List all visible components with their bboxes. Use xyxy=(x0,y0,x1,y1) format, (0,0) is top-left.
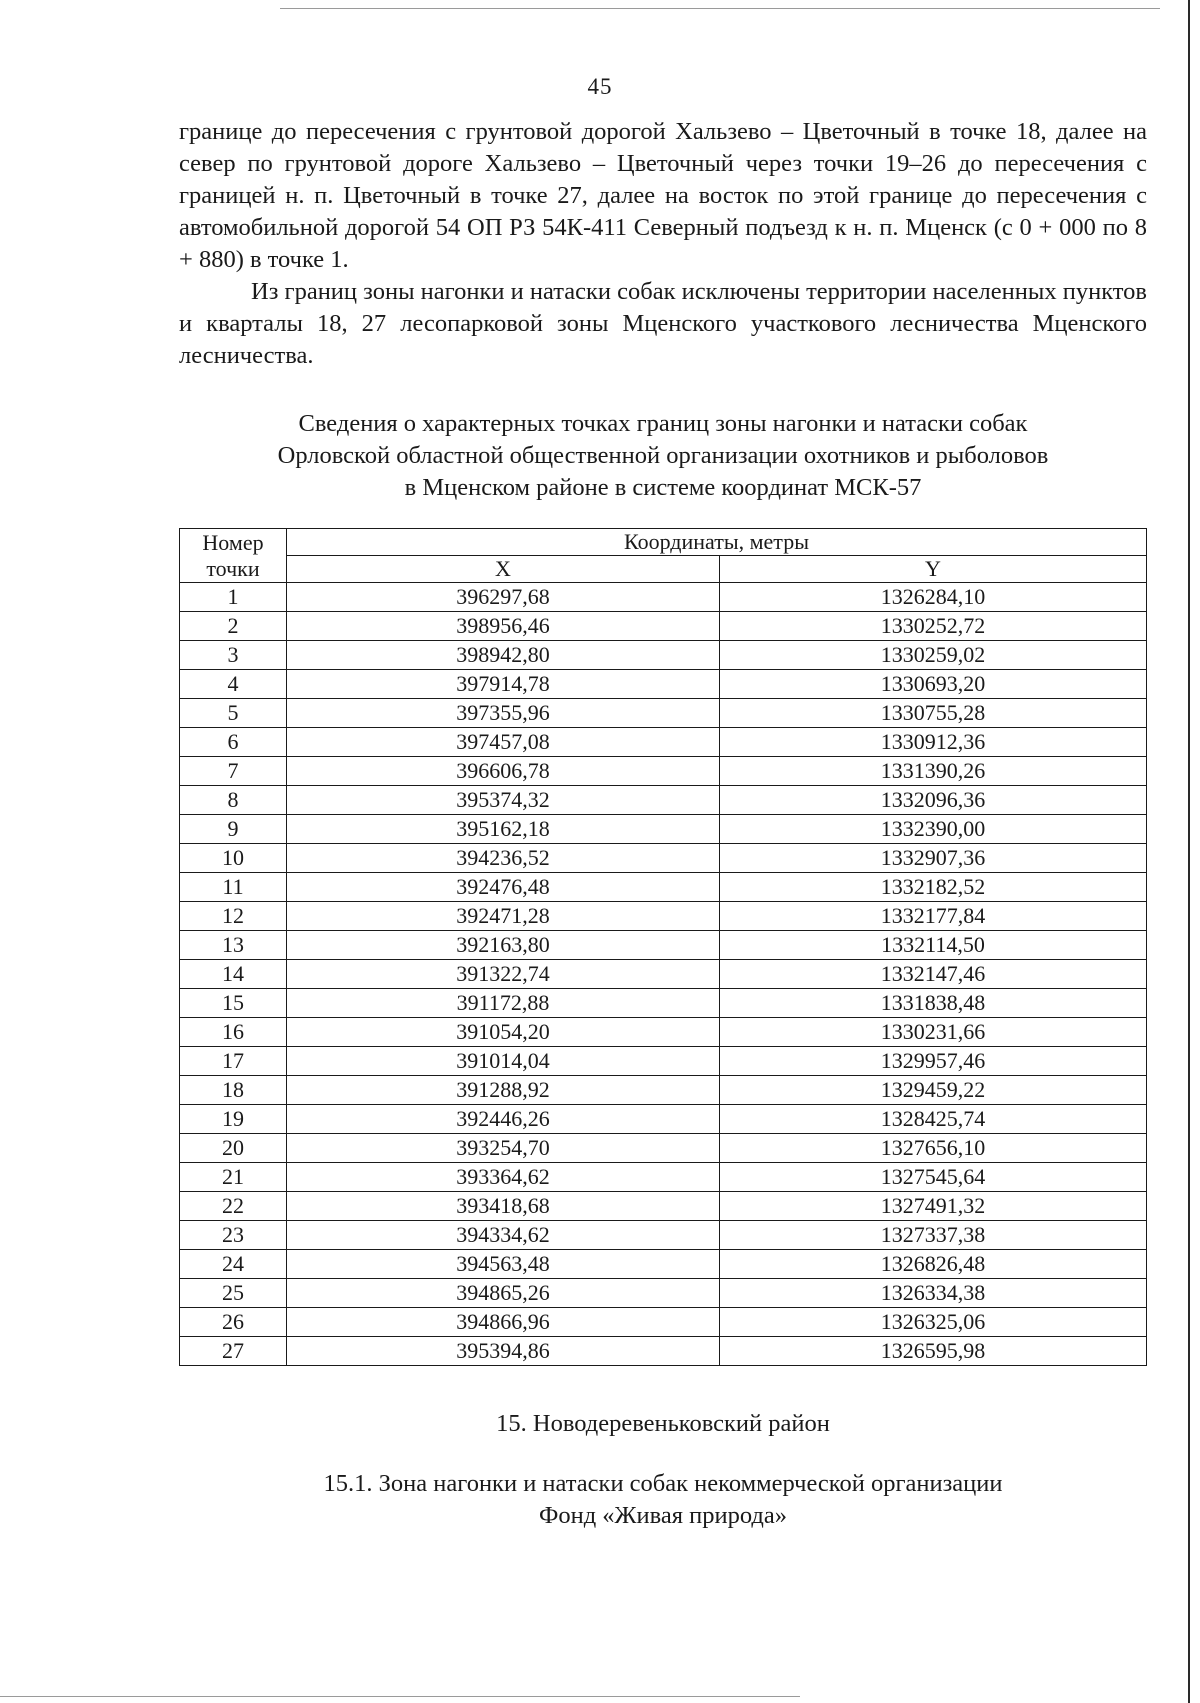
cell-x: 393364,62 xyxy=(287,1163,720,1192)
cell-x: 391054,20 xyxy=(287,1018,720,1047)
cell-y: 1326595,98 xyxy=(720,1337,1147,1366)
cell-x: 392471,28 xyxy=(287,902,720,931)
cell-point-number: 21 xyxy=(180,1163,287,1192)
header-point-number-line: точки xyxy=(206,555,260,581)
cell-point-number: 17 xyxy=(180,1047,287,1076)
cell-y: 1326284,10 xyxy=(720,583,1147,612)
cell-point-number: 19 xyxy=(180,1105,287,1134)
cell-y: 1326325,06 xyxy=(720,1308,1147,1337)
cell-y: 1327656,10 xyxy=(720,1134,1147,1163)
table-row xyxy=(180,1163,1147,1192)
cell-point-number: 7 xyxy=(180,757,287,786)
cell-point-number: 24 xyxy=(180,1250,287,1279)
cell-point-number: 11 xyxy=(180,873,287,902)
cell-x: 392163,80 xyxy=(287,931,720,960)
cell-x: 396297,68 xyxy=(287,583,720,612)
subsection-heading xyxy=(179,1468,1147,1532)
cell-x: 394865,26 xyxy=(287,1279,720,1308)
cell-x: 394334,62 xyxy=(287,1221,720,1250)
page-number: 45 xyxy=(587,74,613,99)
table-row xyxy=(180,786,1147,815)
header-point-number-line: Номер xyxy=(202,529,264,555)
cell-point-number: 13 xyxy=(180,931,287,960)
cell-point-number: 25 xyxy=(180,1279,287,1308)
paragraph-boundary-description: границе до пересечения с грунтовой дорогой Хальзево – Цветочный в точке 18, далее на север по грунтовой дороге Хальзево – Цветочный через точки 19–26 до пересечения с границей н. п. Цветочный в точке 27, далее на восток по этой границе до пересечения с автомобильной дорогой 54 ОП РЗ 54К-411 Северный подъезд к н. п. Мценск (с 0 + 000 по 8 + 880) в точке 1. xyxy=(179,118,1147,273)
cell-point-number: 14 xyxy=(180,960,287,989)
table-caption-line: в Мценском районе в системе координат МСК-57 xyxy=(404,474,922,501)
table-header xyxy=(180,529,1147,583)
cell-x: 392476,48 xyxy=(287,873,720,902)
table-caption xyxy=(179,408,1147,504)
cell-y: 1332182,52 xyxy=(720,873,1147,902)
table-row xyxy=(180,844,1147,873)
cell-y: 1327545,64 xyxy=(720,1163,1147,1192)
cell-y: 1326334,38 xyxy=(720,1279,1147,1308)
cell-x: 393418,68 xyxy=(287,1192,720,1221)
table-row xyxy=(180,583,1147,612)
cell-y: 1327337,38 xyxy=(720,1221,1147,1250)
table-row xyxy=(180,699,1147,728)
cell-y: 1331838,48 xyxy=(720,989,1147,1018)
cell-y: 1329459,22 xyxy=(720,1076,1147,1105)
cell-point-number: 4 xyxy=(180,670,287,699)
cell-point-number: 18 xyxy=(180,1076,287,1105)
cell-x: 395394,86 xyxy=(287,1337,720,1366)
cell-x: 397457,08 xyxy=(287,728,720,757)
table-header-row xyxy=(180,529,1147,556)
table-row xyxy=(180,989,1147,1018)
scan-edge-right xyxy=(1188,0,1190,1703)
cell-y: 1330252,72 xyxy=(720,612,1147,641)
coordinates-table xyxy=(179,528,1147,1366)
table-row xyxy=(180,902,1147,931)
table-row xyxy=(180,1134,1147,1163)
cell-point-number: 1 xyxy=(180,583,287,612)
table-row xyxy=(180,670,1147,699)
table-header-row xyxy=(180,556,1147,583)
table-row xyxy=(180,1018,1147,1047)
cell-y: 1330755,28 xyxy=(720,699,1147,728)
table-row xyxy=(180,757,1147,786)
cell-x: 396606,78 xyxy=(287,757,720,786)
table-row xyxy=(180,960,1147,989)
cell-y: 1332096,36 xyxy=(720,786,1147,815)
table-caption-line: Сведения о характерных точках границ зоны нагонки и натаски собак xyxy=(298,410,1028,437)
cell-y: 1326826,48 xyxy=(720,1250,1147,1279)
cell-point-number: 3 xyxy=(180,641,287,670)
cell-point-number: 8 xyxy=(180,786,287,815)
table-row xyxy=(180,1279,1147,1308)
cell-x: 397355,96 xyxy=(287,699,720,728)
cell-x: 391172,88 xyxy=(287,989,720,1018)
cell-x: 394866,96 xyxy=(287,1308,720,1337)
table-row xyxy=(180,728,1147,757)
cell-y: 1329957,46 xyxy=(720,1047,1147,1076)
cell-x: 395374,32 xyxy=(287,786,720,815)
cell-point-number: 22 xyxy=(180,1192,287,1221)
header-coordinates-group: Координаты, метры xyxy=(287,529,1147,556)
table-row xyxy=(180,1192,1147,1221)
cell-point-number: 9 xyxy=(180,815,287,844)
subsection-heading-line: 15.1. Зона нагонки и натаски собак некоммерческой организации xyxy=(323,1470,1003,1497)
cell-point-number: 27 xyxy=(180,1337,287,1366)
cell-point-number: 10 xyxy=(180,844,287,873)
cell-point-number: 5 xyxy=(180,699,287,728)
table-row xyxy=(180,1076,1147,1105)
cell-y: 1328425,74 xyxy=(720,1105,1147,1134)
cell-y: 1332177,84 xyxy=(720,902,1147,931)
cell-point-number: 23 xyxy=(180,1221,287,1250)
table-row xyxy=(180,1250,1147,1279)
header-x: X xyxy=(287,556,720,583)
cell-x: 397914,78 xyxy=(287,670,720,699)
cell-point-number: 16 xyxy=(180,1018,287,1047)
table-row xyxy=(180,612,1147,641)
section-heading: 15. Новодеревеньковский район xyxy=(496,1410,830,1437)
scan-edge-top xyxy=(280,8,1160,9)
cell-x: 398942,80 xyxy=(287,641,720,670)
cell-x: 391014,04 xyxy=(287,1047,720,1076)
cell-x: 395162,18 xyxy=(287,815,720,844)
cell-x: 391288,92 xyxy=(287,1076,720,1105)
header-y: Y xyxy=(720,556,1147,583)
table-row xyxy=(180,815,1147,844)
cell-y: 1330912,36 xyxy=(720,728,1147,757)
table-body xyxy=(180,583,1147,1366)
table-caption-line: Орловской областной общественной организации охотников и рыболовов xyxy=(277,442,1049,469)
cell-point-number: 15 xyxy=(180,989,287,1018)
subsection-heading-line: Фонд «Живая природа» xyxy=(539,1502,787,1529)
cell-x: 394236,52 xyxy=(287,844,720,873)
cell-y: 1332114,50 xyxy=(720,931,1147,960)
document-body xyxy=(179,116,1147,1532)
cell-x: 391322,74 xyxy=(287,960,720,989)
cell-y: 1332147,46 xyxy=(720,960,1147,989)
table-row xyxy=(180,931,1147,960)
table-row xyxy=(180,641,1147,670)
cell-y: 1330693,20 xyxy=(720,670,1147,699)
table-row xyxy=(180,1105,1147,1134)
cell-point-number: 20 xyxy=(180,1134,287,1163)
scan-edge-bottom xyxy=(0,1696,800,1697)
cell-y: 1332907,36 xyxy=(720,844,1147,873)
cell-x: 394563,48 xyxy=(287,1250,720,1279)
cell-point-number: 6 xyxy=(180,728,287,757)
cell-point-number: 26 xyxy=(180,1308,287,1337)
cell-y: 1330231,66 xyxy=(720,1018,1147,1047)
cell-y: 1331390,26 xyxy=(720,757,1147,786)
cell-point-number: 12 xyxy=(180,902,287,931)
cell-y: 1330259,02 xyxy=(720,641,1147,670)
table-row xyxy=(180,1308,1147,1337)
cell-x: 398956,46 xyxy=(287,612,720,641)
cell-x: 392446,26 xyxy=(287,1105,720,1134)
cell-point-number: 2 xyxy=(180,612,287,641)
table-row xyxy=(180,1337,1147,1366)
cell-y: 1332390,00 xyxy=(720,815,1147,844)
cell-x: 393254,70 xyxy=(287,1134,720,1163)
table-row xyxy=(180,1047,1147,1076)
cell-y: 1327491,32 xyxy=(720,1192,1147,1221)
header-point-number xyxy=(180,529,287,583)
paragraph-exclusions: Из границ зоны нагонки и натаски собак исключены территории населенных пунктов и кварталы 18, 27 лесопарковой зоны Мценского участкового лесничества Мценского лесничества. xyxy=(179,278,1147,369)
table-row xyxy=(180,873,1147,902)
table-row xyxy=(180,1221,1147,1250)
